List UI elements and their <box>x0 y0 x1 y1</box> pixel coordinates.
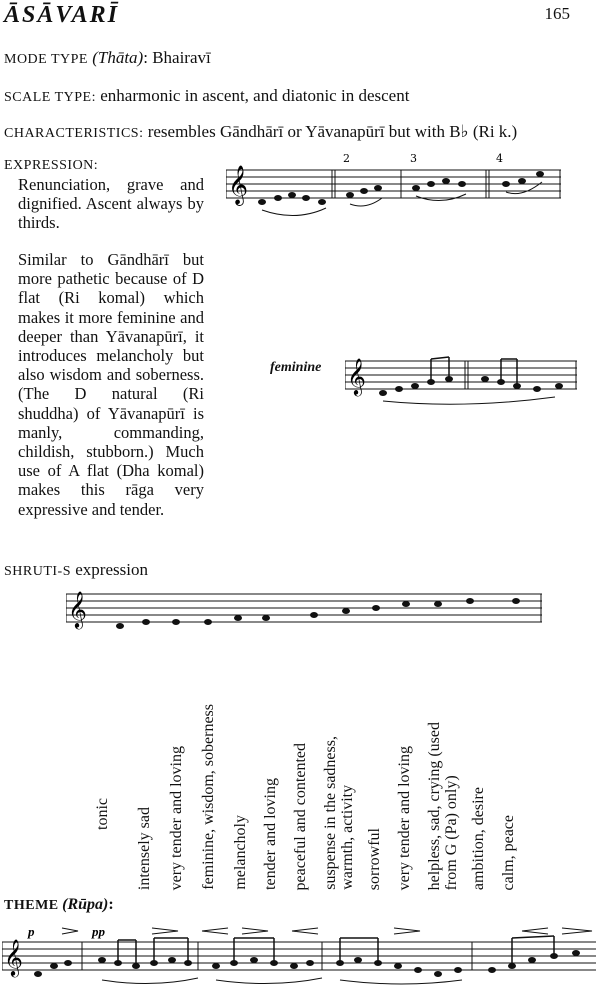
mode-type-value: : Bhairavī <box>143 48 211 67</box>
shruti-label-item: very tender and loving <box>168 745 185 890</box>
shruti-label-item: peaceful and contented <box>292 742 309 890</box>
expression-paragraph-1: Renunciation, grave and dignified. Ascent always by thirds. <box>18 175 204 233</box>
measure-number: 2 <box>343 152 350 165</box>
shruti-labels <box>86 635 556 890</box>
mode-type-term: (Thāta) <box>92 48 144 67</box>
mode-type-label: MODE TYPE <box>4 52 88 67</box>
measure-number: 4 <box>496 152 503 165</box>
shruti-label-item: suspense in the sadness, warmth, activity <box>322 736 356 890</box>
theme-term: (Rūpa) <box>62 896 109 913</box>
scale-type-value: enharmonic in ascent, and diatonic in descent <box>95 86 410 105</box>
treble-clef-icon: 𝄞 <box>68 590 87 628</box>
characteristics-value: resembles Gāndhārī or Yāvanapūrī but with B♭ (Ri k.) <box>143 122 518 141</box>
shruti-label-item: sorrowful <box>366 827 383 890</box>
expression-paragraph-2: Similar to Gāndhārī but more pathetic because of D flat (Ri komal) which makes it more feminine and deeper than Yāvanapūrī, it introduces melancholy but also wisdom and soberness. (The D natural (Ri shuddha) of Yāvanapūrī is manly, commanding, childish, stubborn.) Much use of A flat (Dha komal) makes this rāga very expressive and tender. <box>18 250 204 519</box>
dynamic-marking: p <box>28 924 35 939</box>
mode-type-line <box>4 48 211 68</box>
shruti-value: expression <box>71 560 148 579</box>
scale-type-label: SCALE TYPE: <box>4 90 96 105</box>
raga-title: ĀSĀVARĪ <box>4 2 119 28</box>
measure-number: 3 <box>410 152 417 165</box>
dynamic-marking: pp <box>92 924 105 939</box>
page-number: 165 <box>544 4 570 23</box>
scale-staff <box>226 150 566 220</box>
shruti-label-item: calm, peace <box>500 814 517 890</box>
shruti-staff <box>66 584 546 640</box>
treble-clef-icon: 𝄞 <box>4 938 23 976</box>
feminine-staff <box>345 345 580 407</box>
shruti-label-item: tonic <box>94 798 111 830</box>
shruti-label-item: melancholy <box>232 815 249 890</box>
shruti-line <box>4 560 148 580</box>
theme-line: THEME (Rūpa): <box>4 896 114 913</box>
characteristics-line <box>4 122 517 142</box>
shruti-label-item: very tender and loving <box>396 745 413 890</box>
characteristics-label: CHARACTERISTICS: <box>4 126 144 141</box>
feminine-label: feminine <box>270 360 322 375</box>
treble-clef-icon: 𝄞 <box>228 165 249 205</box>
shruti-label-item: helpless, sad, crying (used from G (Pa) only) <box>426 721 460 890</box>
shruti-label-item: tender and loving <box>262 778 279 890</box>
expression-label: EXPRESSION: <box>4 158 99 173</box>
theme-staff <box>2 922 598 988</box>
scale-type-line <box>4 86 409 106</box>
shruti-label: SHRUTI-S <box>4 564 72 579</box>
shruti-label-item: ambition, desire <box>470 786 487 890</box>
treble-clef-icon: 𝄞 <box>347 357 366 395</box>
shruti-label-item: feminine, wisdom, soberness <box>200 704 217 890</box>
shruti-label-item: intensely sad <box>136 806 153 890</box>
theme-label: THEME <box>4 898 59 913</box>
